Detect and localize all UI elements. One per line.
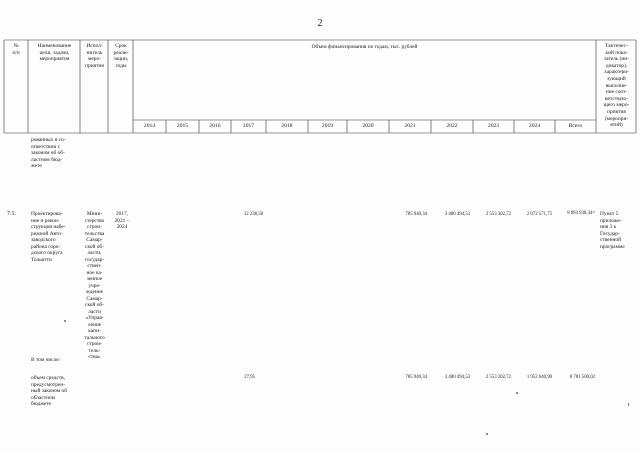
year-2021: 2021: [404, 123, 416, 129]
row-71-2023: 2 553 302,72: [485, 212, 511, 217]
header-executor: Испол- нитель меро- приятия: [85, 43, 104, 69]
obl-row-total: 8 781 500,02: [569, 375, 595, 380]
obl-row-2021: 785 940,34: [405, 375, 427, 380]
cont-row-name: рованных в со- ответствии с законом об об- ластном бюд- жете: [31, 137, 66, 169]
year-2014: 2014: [143, 123, 156, 129]
row-71-2022: 3 480 494,53: [444, 212, 470, 217]
scan-speck: [64, 320, 66, 322]
row-71-term: 2017, 2021 – 2024: [114, 211, 130, 230]
obl-row-name: объем средств, предусмотрен- ный законом об областном бюджете: [31, 375, 67, 407]
obl-row-2023: 2 553 302,72: [485, 375, 511, 380]
year-total: Всего: [568, 123, 583, 129]
year-2019: 2019: [321, 123, 334, 129]
year-2017: 2017: [242, 123, 255, 129]
year-2023: 2023: [487, 123, 500, 129]
header-term: Срок реали- зации, годы: [113, 43, 129, 69]
header-num: № п/п: [12, 43, 20, 56]
obl-row-2024: 1 952 640,90: [526, 375, 552, 380]
year-2020: 2020: [362, 123, 374, 129]
row-71-executor: Мини- стерство строи- тельства Самар- ской об- ласти, государ- ствен- ное ка- зенное учре- ждение Самар- ской об- ласти «Управ- ление капи- тального строи- тель- ства»: [84, 211, 105, 360]
header-funding-title: Объем финансирования по годам, тыс. рублей: [311, 44, 418, 50]
row-71-2021: 785 940,34: [405, 212, 427, 217]
year-2018: 2018: [281, 123, 293, 129]
row-71-2024: 2 072 571,75: [526, 212, 552, 217]
year-2015: 2015: [176, 123, 189, 129]
including-label: В том числе:: [31, 357, 61, 363]
page-number: 2: [317, 18, 323, 29]
scan-speck: [486, 433, 488, 435]
obl-row-2017: 27,95: [244, 375, 255, 380]
header-indicator: Тактичес- кий пока- затель (ин- дикатор), характери- зующий выполне- ние соот- ветствую- щего меро- приятия (меропри- ятий): [603, 43, 630, 129]
row-71-indicator: Пункт 5 приложе- ния 3 к Государ- ственной программе: [600, 211, 625, 250]
year-2022: 2022: [446, 123, 458, 129]
row-71-2017: 12 238,50: [243, 212, 263, 217]
obl-row-2022: 3 480 494,53: [444, 375, 470, 380]
header-name: Наименование цели, задачи, мероприятия: [37, 43, 72, 63]
year-2016: 2016: [209, 123, 221, 129]
row-71-total: 8 893 938,34¹⁾: [567, 211, 595, 216]
scan-speck: [516, 392, 518, 394]
row-71-name: Проектирова- ние и рекон- струкция набе- режной Авто- заводского района горо- дского округа Тольятти: [31, 211, 66, 263]
row-71-num: 7.1.: [7, 211, 16, 217]
year-2024: 2024: [528, 123, 541, 129]
scan-speck: [628, 403, 629, 406]
